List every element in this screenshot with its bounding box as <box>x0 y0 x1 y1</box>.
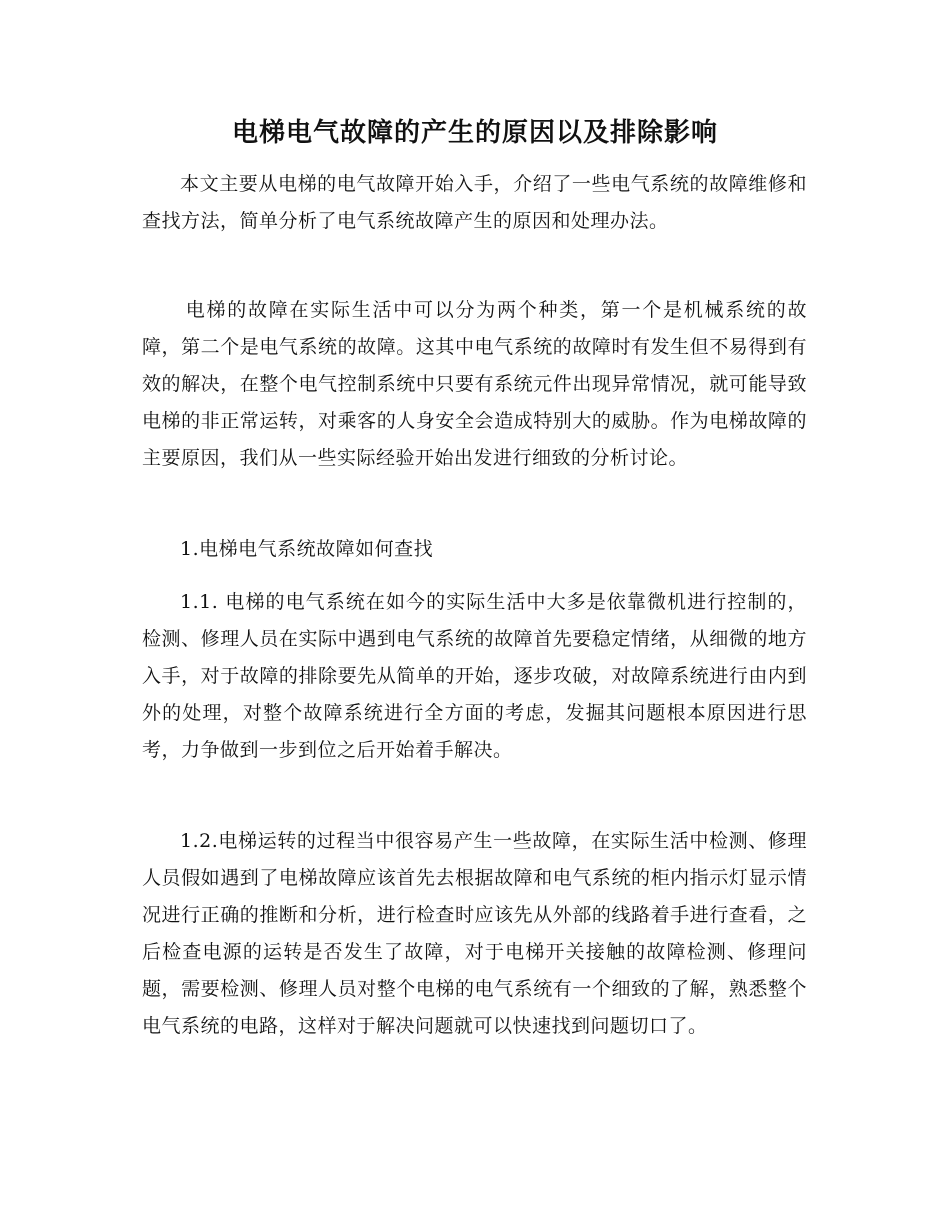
document-title: 电梯电气故障的产生的原因以及排除影响 <box>231 118 718 148</box>
paragraph-section-1-1: 1.1. 电梯的电气系统在如今的实际生活中大多是依靠微机进行控制的，检测、修理人员在实际中遇到电气系统的故障首先要稳定情绪，从细微的地方入手，对于故障的排除要先从简单的开始，逐步攻破，对故障系统进行由内到外的处理，对整个故障系统进行全方面的考虑，发掘其问题根本原因进行思考，力争做到一步到位之后开始着手解决。 <box>142 591 807 761</box>
paragraph-abstract: 本文主要从电梯的电气故障开始入手，介绍了一些电气系统的故障维修和查找方法，简单分析了电气系统故障产生的原因和处理办法。 <box>142 173 807 232</box>
section-heading-1: 1.电梯电气系统故障如何查找 <box>180 538 434 560</box>
paragraph-section-1-2: 1.2.电梯运转的过程当中很容易产生一些故障，在实际生活中检测、修理人员假如遇到了电梯故障应该首先去根据故障和电气系统的柜内指示灯显示情况进行正确的推断和分析，进行检查时应该先从外部的线路着手进行查看，之后检查电源的运转是否发生了故障，对于电梯开关接触的故障检测、修理问题，需要检测、修理人员对整个电梯的电气系统有一个细致的了解，熟悉整个电气系统的电路，这样对于解决问题就可以快速找到问题切口了。 <box>142 830 807 1037</box>
paragraph-introduction: 电梯的故障在实际生活中可以分为两个种类，第一个是机械系统的故障，第二个是电气系统的故障。这其中电气系统的故障时有发生但不易得到有效的解决，在整个电气控制系统中只要有系统元件出现异常情况，就可能导致电梯的非正常运转，对乘客的人身安全会造成特别大的威胁。作为电梯故障的主要原因，我们从一些实际经验开始出发进行细致的分析讨论。 <box>142 299 807 469</box>
